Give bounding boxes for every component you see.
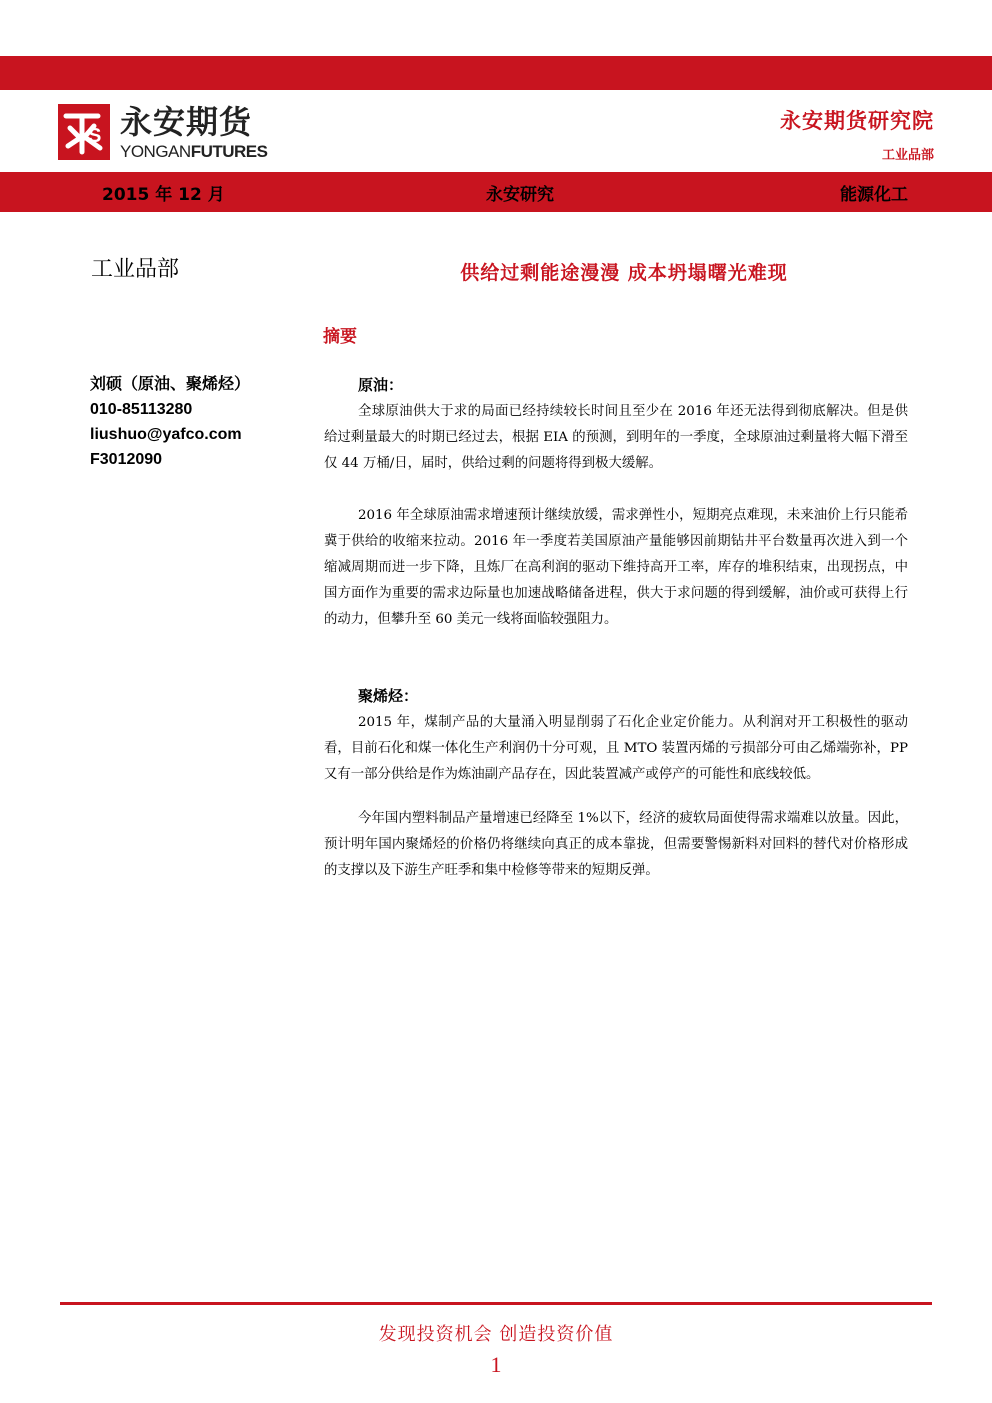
paragraph: 2016 年全球原油需求增速预计继续放缓，需求弹性小，短期亮点难现，未来油价上行只能希冀于供给的收缩来拉动。2016 年一季度若美国原油产量能够因前期钻井平台数量再次进入到一个缩减周期而进一步下降，且炼厂在高利润的驱动下维持高开工率，库存的堆积结束，出现拐点，中国方面作为重要的需求边际量也加速战略储备进程，供大于求问题的得到缓解，油价或可获得上行的动力，但攀升至 60 美元一线将面临较强阻力。 [324, 508, 908, 627]
page-number: 1 [490, 1352, 502, 1377]
author-info [90, 372, 290, 472]
institute-name: 永安期货研究院 [780, 109, 934, 133]
footer-slogan: 发现投资机会 创造投资价值 [378, 1324, 614, 1345]
report-title: 供给过剩能途漫漫 成本坍塌曙光难现 [460, 262, 788, 284]
logo-english-name [120, 142, 267, 162]
author-name: 刘硕（原油、聚烯烃） [90, 376, 251, 393]
report-sector: 能源化工 [840, 185, 908, 205]
author-email[interactable]: liushuo@yafco.com [90, 426, 242, 443]
paragraph: 今年国内塑料制品产量增速已经降至 1%以下，经济的疲软局面使得需求端难以放量。因此，预计明年国内聚烯烃的价格仍将继续向真正的成本靠拢，但需要警惕新料对回料的替代对价格形成的支撑以及下游生产旺季和集中检修等带来的短期反弹。 [324, 811, 908, 878]
paragraph: 全球原油供大于求的局面已经持续较长时间且至少在 2016 年还无法得到彻底解决。但是供给过剩量最大的时期已经过去，根据 EIA 的预测，到明年的一季度，全球原油过剩量将大幅下滑至仅 44 万桶/日，届时，供给过剩的问题将得到极大缓解。 [324, 404, 908, 471]
sidebar-department: 工业品部 [91, 257, 180, 282]
footer-divider [60, 1302, 932, 1305]
paragraph: 2015 年，煤制产品的大量涌入明显削弱了石化企业定价能力。从利润对开工积极性的驱动看，目前石化和煤一体化生产利润仍十分可观，且 MTO 装置丙烯的亏损部分可由乙烯端弥补，PP 又有一部分供给是作为炼油副产品存在，因此装置减产或停产的可能性和底线较低。 [324, 715, 908, 782]
logo-english-light: YONGAN [120, 142, 191, 161]
svg-text:S: S [88, 125, 102, 147]
author-phone: 010-85113280 [90, 401, 193, 418]
abstract-label: 摘要 [323, 327, 357, 347]
logo-chinese-name: 永安期货 [120, 103, 253, 141]
company-logo [58, 102, 298, 164]
header-department: 工业品部 [881, 148, 934, 163]
report-series: 永安研究 [486, 185, 554, 205]
author-license: F3012090 [90, 451, 163, 468]
yongan-logo-mark-icon [58, 102, 110, 162]
report-date: 2015 年 12 月 [102, 185, 225, 205]
section-heading-polyolefin: 聚烯烃： [358, 687, 419, 705]
logo-english-bold: FUTURES [190, 142, 268, 161]
top-red-bar [0, 56, 992, 90]
section-heading-crude-oil: 原油： [358, 376, 404, 394]
